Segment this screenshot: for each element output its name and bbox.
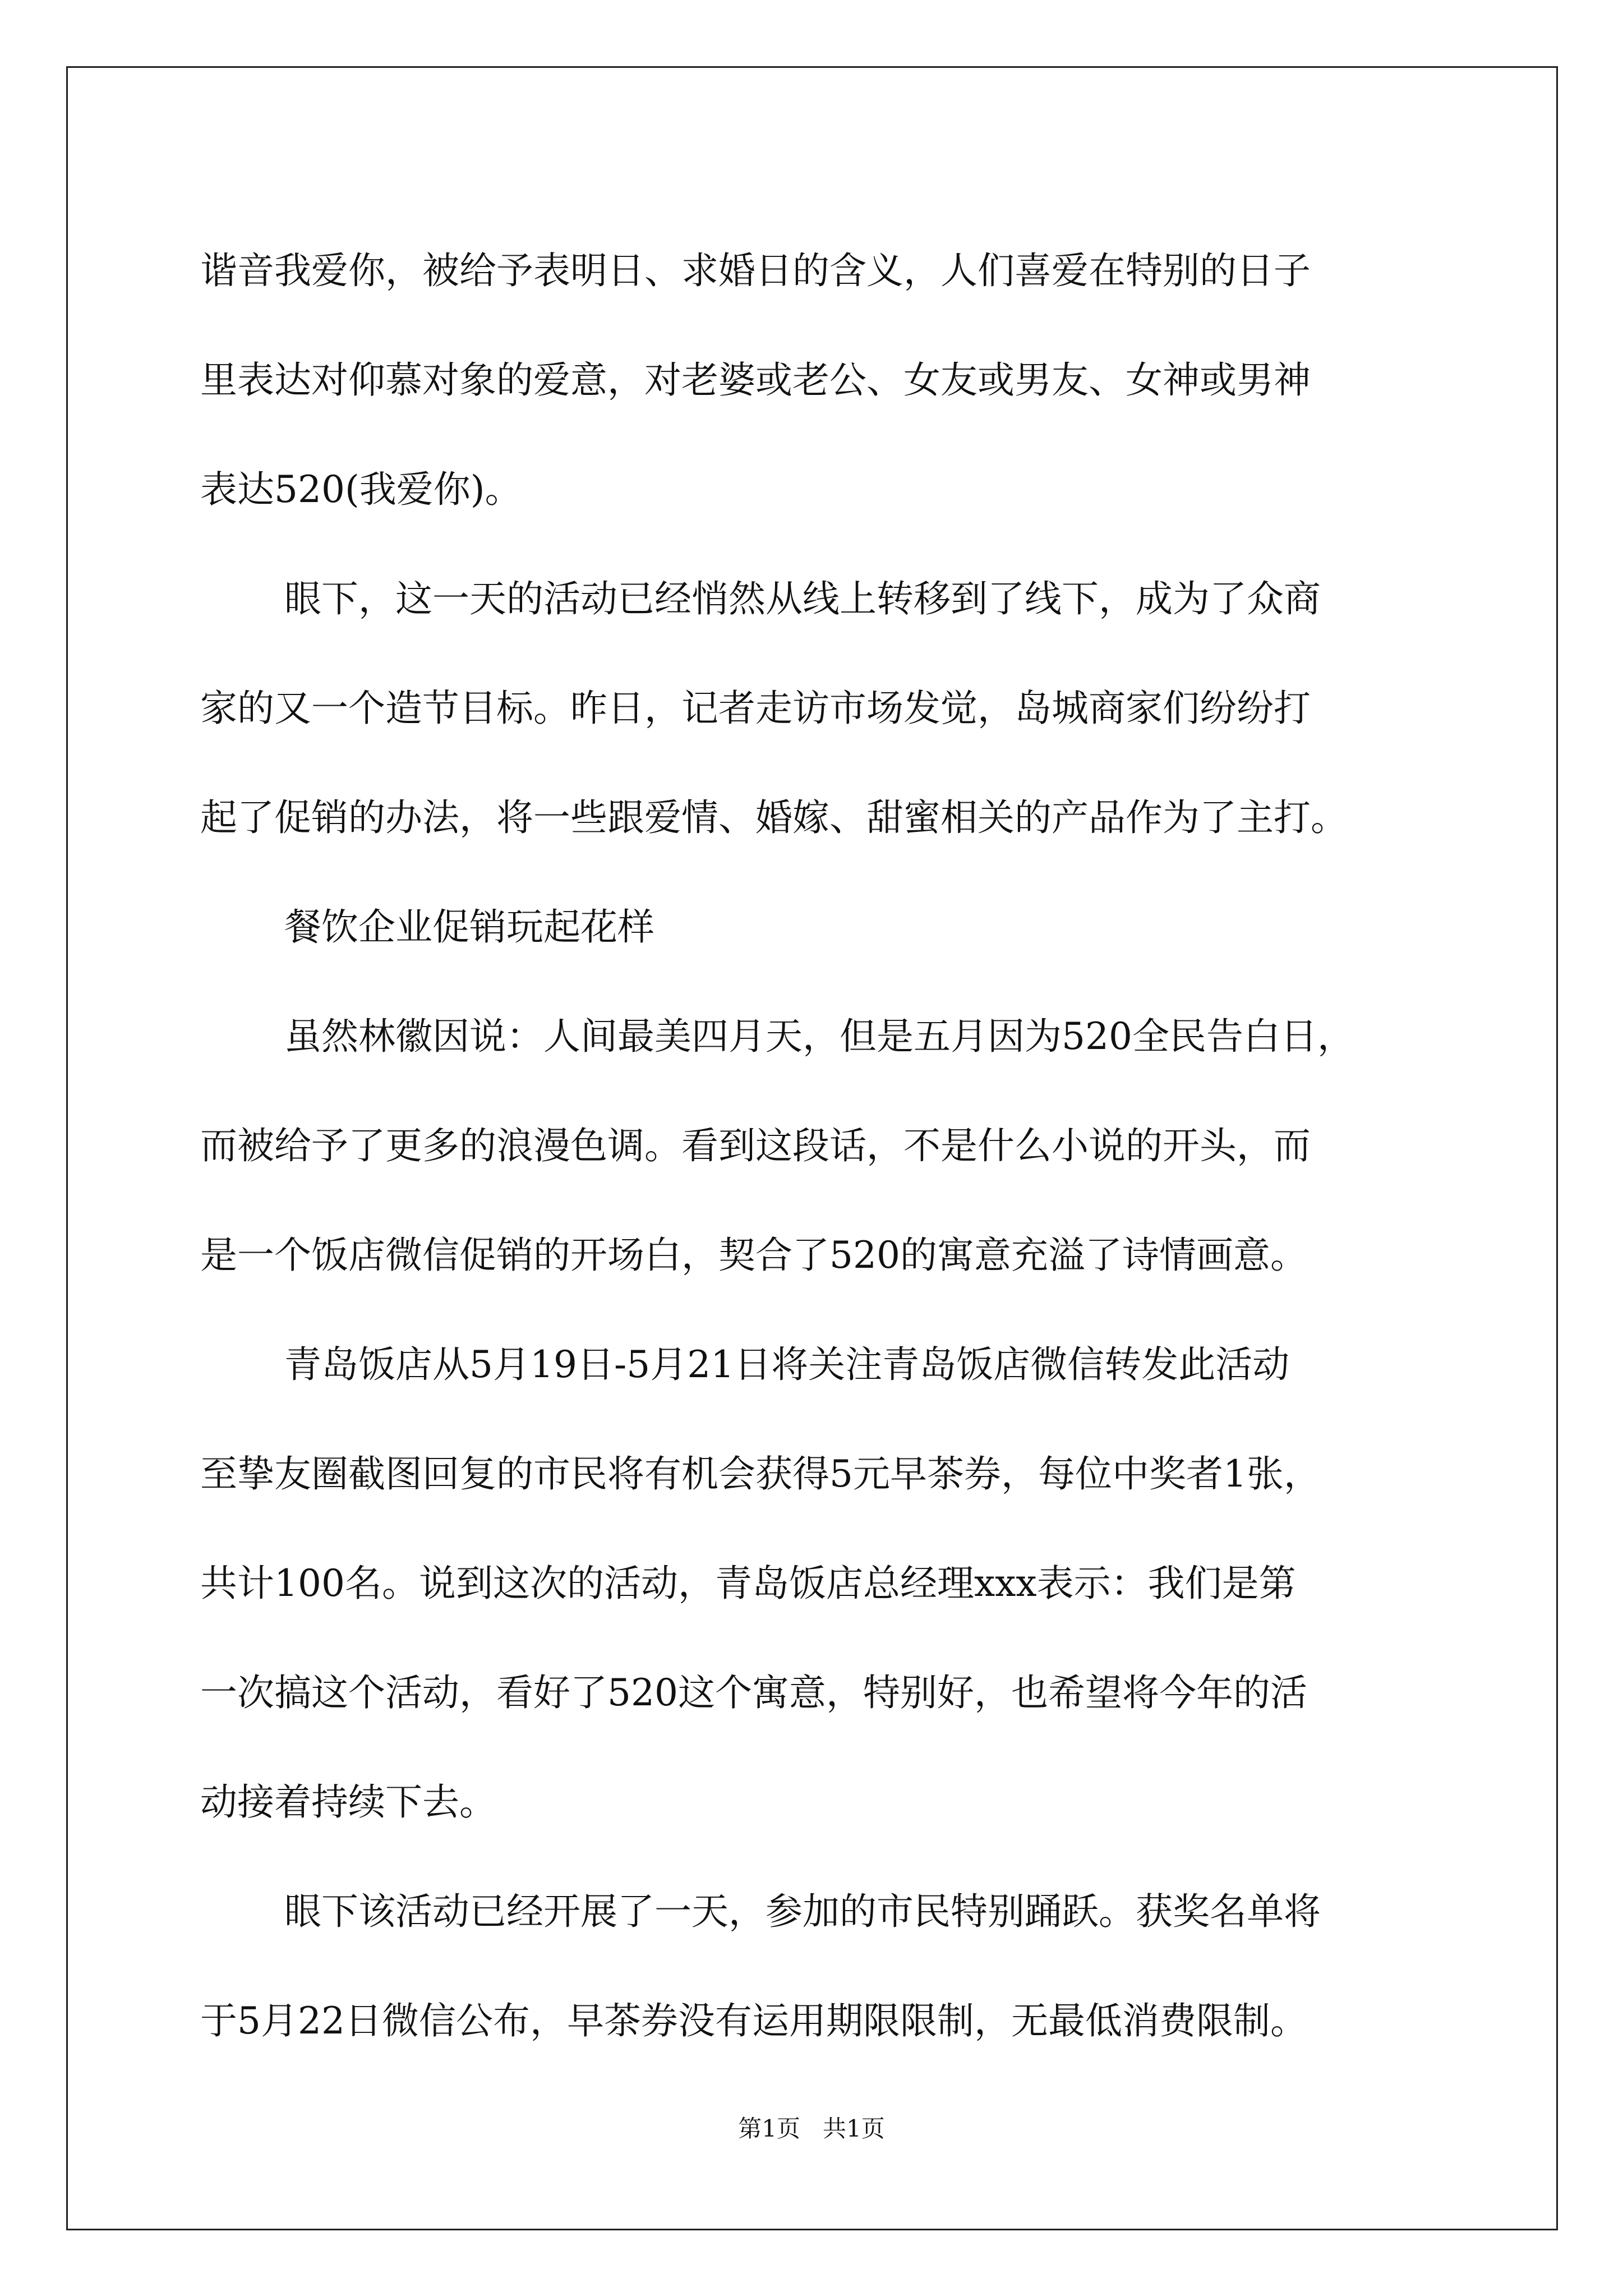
document-body [200,216,1434,2076]
text-line: 是一个饭店微信促销的开场白，契合了520的寓意充溢了诗情画意。 [200,1234,1307,1277]
text-line: 谐音我爱你，被给予表明日、求婚日的含义，人们喜爱在特别的日子 [200,249,1311,292]
text-line: 眼下，这一天的活动已经悄然从线上转移到了线下，成为了众商 [284,577,1321,620]
text-line: 至挚友圈截图回复的市民将有机会获得5元早茶券，每位中奖者1张， [200,1452,1321,1496]
text-line: 青岛饭店从5月19日-5月21日将关注青岛饭店微信转发此活动 [284,1343,1290,1386]
text-line: 表达520(我爱你)。 [200,468,522,511]
text-line: 动接着持续下去。 [200,1780,496,1824]
text-line: 起了促销的办法，将一些跟爱情、婚嫁、甜蜜相关的产品作为了主打。 [200,796,1348,839]
section-heading: 餐饮企业促销玩起花样 [284,905,654,949]
page-footer: 第1页 共1页 [738,2115,885,2142]
text-line: 眼下该活动已经开展了一天，参加的市民特别踊跃。获奖名单将 [284,1890,1321,1933]
text-line: 里表达对仰慕对象的爱意，对老婆或老公、女友或男友、女神或男神 [200,358,1311,402]
text-line: 共计100名。说到这次的活动，青岛饭店总经理xxx表示：我们是第 [200,1562,1296,1605]
text-line: 家的又一个造节目标。昨日，记者走访市场发觉，岛城商家们纷纷打 [200,687,1311,730]
text-line: 而被给予了更多的浪漫色调。看到这段话，不是什么小说的开头，而 [200,1124,1311,1167]
text-line: 一次搞这个活动，看好了520这个寓意，特别好，也希望将今年的活 [200,1671,1307,1714]
text-line: 于5月22日微信公布，早茶券没有运用期限限制，无最低消费限制。 [200,1999,1307,2042]
text-line: 虽然林徽因说：人间最美四月天，但是五月因为520全民告白日， [284,1015,1354,1058]
